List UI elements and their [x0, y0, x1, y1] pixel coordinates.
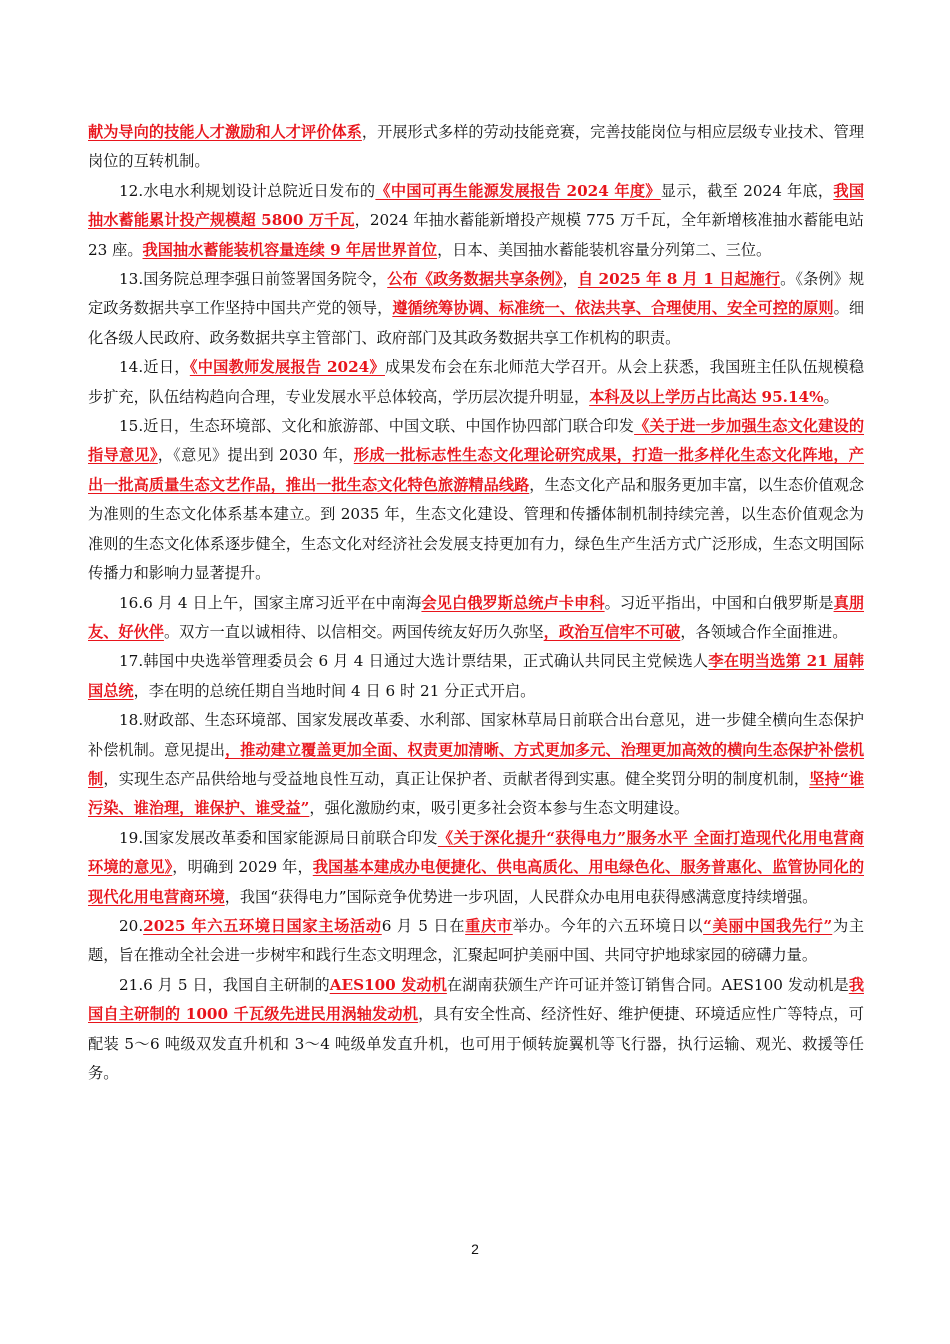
body-text: 6 月 5 日在 [381, 916, 466, 935]
paragraph-p21 [88, 971, 864, 1089]
paragraph-p13 [88, 265, 864, 353]
paragraph-p12 [88, 177, 864, 265]
highlighted-text: 《关于深化提升“获得电力”服务水平 全面打造现代化用电营商环境的意见》 [88, 828, 865, 877]
paragraph-p17 [88, 647, 864, 706]
highlighted-text: 公布《政务数据共享条例》 [387, 270, 563, 289]
body-text: 。习近平指出，中国和白俄罗斯是 [604, 593, 834, 612]
highlighted-text: 《中国教师发展报告 2024》 [189, 358, 385, 377]
highlighted-text: 我国抽水蓄能装机容量连续 9 年居世界首位 [142, 240, 438, 259]
highlighted-text: 2025 年六五环境日国家主场活动 [143, 916, 382, 935]
page-number: 2 [471, 1241, 479, 1257]
body-text: ，生态文化产品和服务更加丰富，以生态价值观念为准则的生态文化体系基本建立。到 2035 年，生态文化建设、管理和传播体制机制持续完善，以生态价值观念为准则的生态文化体系逐步健全，生态文化对经济社会发展支持更加有力，绿色生产生活方式广泛形成，生态文明国际传播力和影响力显著提升。 [88, 475, 865, 583]
highlighted-text: 我国抽水蓄能累计投产规模超 5800 万千瓦 [88, 181, 865, 230]
body-text: 。细化各级人民政府、政务数据共享主管部门、政府部门及其政务数据共享工作机构的职责。 [88, 299, 865, 347]
body-text: 19.国家发展改革委和国家能源局日前联合印发 [119, 828, 438, 847]
highlighted-text: 《关于进一步加强生态文化建设的指导意见》 [88, 417, 865, 465]
body-text: ，具有安全性高、经济性好、维护便捷、环境适应性广等特点，可配装 5～6 吨级双发直升机和 3～4 吨级单发直升机，也可用于倾转旋翼机等飞行器，执行运输、观光、救援等任务。 [88, 1005, 864, 1082]
document-body [88, 118, 864, 1088]
body-text: ，李在明的总统任期自当地时间 4 日 6 时 21 分正式开启。 [133, 681, 536, 700]
body-text: 。 [823, 387, 839, 406]
body-text: ，我国“获得电力”国际竞争优势进一步巩固，人民群众办电用电获得感满意度持续增强。 [224, 887, 818, 906]
highlighted-text: 我国基本建成办电便捷化、供电高质化、用电绿色化、服务普惠化、监管协同化的现代化用电营商环境 [88, 858, 865, 906]
highlighted-text: AES100 发动机 [329, 975, 447, 994]
paragraph-p14 [88, 353, 864, 412]
highlighted-text: 真朋友、好伙伴 [88, 593, 865, 641]
body-text: 12.水电水利规划设计总院近日发布的 [119, 181, 376, 200]
body-text: ，实现生态产品供给地与受益地良性互动，真正让保护者、贡献者得到实惠。健全奖罚分明的制度机制， [103, 769, 810, 788]
body-text: 。双方一直以诚相待、以信相交。两国传统友好历久弥坚 [163, 622, 544, 641]
body-text: 。《条例》规定政务数据共享工作坚持中国共产党的领导， [88, 270, 865, 318]
body-text: ，明确到 2029 年， [172, 858, 313, 877]
body-text: 成果发布会在东北师范大学召开。从会上获悉，我国班主任队伍规模稳步扩充，队伍结构趋向合理，专业发展水平总体较高，学历层次提升明显， [88, 358, 865, 406]
body-text: 举办。今年的六五环境日以 [512, 916, 704, 935]
highlighted-text: ，推动建立覆盖更加全面、权责更加清晰、方式更加多元、治理更加高效的横向生态保护补偿机制 [88, 740, 865, 788]
body-text: 15.近日，生态环境部、文化和旅游部、中国文联、中国作协四部门联合印发 [119, 417, 635, 436]
body-text: 18.财政部、生态环境部、国家发展改革委、水利部、国家林草局日前联合出台意见，进一步健全横向生态保护补偿机制。意见提出 [88, 711, 864, 759]
body-text: ，2024 年抽水蓄能新增投产规模 775 万千瓦，全年新增核准抽水蓄能电站 23 座。 [88, 211, 864, 259]
body-text: 在湖南获颁生产许可证并签订销售合同。AES100 发动机是 [446, 975, 849, 994]
paragraph-p18 [88, 706, 864, 824]
highlighted-text: 自 2025 年 8 月 1 日起施行 [577, 270, 781, 289]
body-text: 17.韩国中央选举管理委员会 6 月 4 日通过大选计票结果，正式确认共同民主党候选人 [119, 652, 709, 671]
body-text: ， [562, 270, 578, 289]
highlighted-text: “美丽中国我先行” [703, 916, 833, 935]
highlighted-text: 遵循统筹协调、标准统一、依法共享、合理使用、安全可控的原则 [392, 299, 834, 318]
highlighted-text: 李在明当选第 21 届韩国总统 [88, 652, 864, 700]
body-text: ，日本、美国抽水蓄能装机容量分列第二、三位。 [437, 240, 772, 259]
highlighted-text: 形成一批标志性生态文化理论研究成果，打造一批多样化生态文化阵地，产出一批高质量生态文艺作品，推出一批生态文化特色旅游精品线路 [88, 446, 864, 494]
highlighted-text: ，政治互信牢不可破 [543, 622, 681, 641]
highlighted-text: 坚持“谁污染、谁治理，谁保护、谁受益” [88, 769, 865, 818]
body-text: 显示，截至 2024 年底， [660, 181, 834, 200]
body-text: ，各领域合作全面推进。 [680, 622, 848, 641]
body-text: 13.国务院总理李强日前签署国务院令， [119, 270, 388, 289]
paragraph-p11-cont [88, 118, 864, 177]
highlighted-text: 本科及以上学历占比高达 95.14% [589, 387, 824, 406]
paragraph-p20 [88, 912, 864, 971]
body-text: 14.近日， [119, 358, 190, 377]
body-text: ，《意见》提出到 2030 年， [157, 446, 354, 465]
highlighted-text: 重庆市 [465, 916, 513, 935]
body-text: ，强化激励约束，吸引更多社会资本参与生态文明建设。 [309, 799, 690, 818]
body-text: 21.6 月 5 日，我国自主研制的 [119, 975, 330, 994]
body-text: 为主题，旨在推动全社会进一步树牢和践行生态文明理念，汇聚起呵护美丽中国、共同守护地球家园的磅礴力量。 [88, 916, 865, 965]
body-text: 20. [119, 916, 144, 935]
body-text: ，开展形式多样的劳动技能竞赛，完善技能岗位与相应层级专业技术、管理岗位的互转机制。 [88, 123, 865, 171]
paragraph-p19 [88, 824, 864, 912]
highlighted-text: 《中国可再生能源发展报告 2024 年度》 [375, 181, 661, 200]
body-text: 16.6 月 4 日上午，国家主席习近平在中南海 [119, 593, 422, 612]
highlighted-text: 献为导向的技能人才激励和人才评价体系 [88, 123, 362, 141]
paragraph-p15 [88, 412, 864, 588]
paragraph-p16 [88, 589, 864, 648]
highlighted-text: 我国自主研制的 1000 千瓦级先进民用涡轴发动机 [88, 975, 864, 1024]
highlighted-text: 会见白俄罗斯总统卢卡申科 [421, 593, 605, 612]
